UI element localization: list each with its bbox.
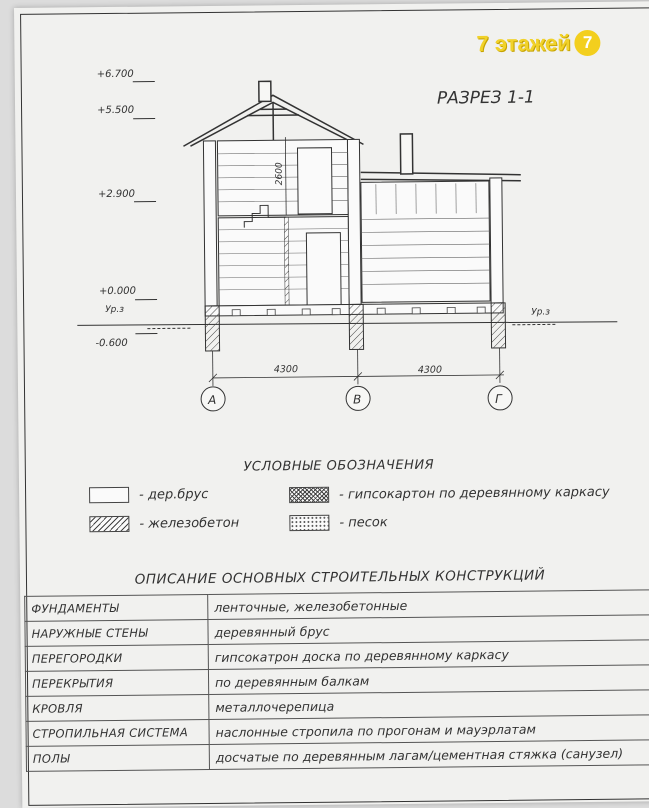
level-marks — [133, 82, 158, 334]
row-key: КРОВЛЯ — [26, 694, 209, 721]
upper-door — [297, 148, 332, 214]
section-drawing — [14, 1, 649, 428]
row-value: деревянный брус — [208, 615, 649, 645]
axis-g: Г — [495, 392, 503, 406]
partition — [284, 217, 289, 305]
ground-line — [77, 320, 617, 330]
dimension-span-right: 4300 — [418, 365, 442, 376]
logo-text: 7 этажей — [476, 30, 571, 57]
lower-door — [306, 233, 341, 305]
row-value: гипсокатрон доска по деревянному каркасу — [208, 640, 649, 670]
ground-label-right: Ур.з — [531, 307, 550, 317]
legend-item-wood — [89, 486, 208, 503]
row-value: наслонные стропила по прогонам и мауэрлатам — [209, 715, 649, 745]
legend-label-wood: - дер.брус — [139, 486, 208, 502]
drawing-sheet — [14, 1, 649, 808]
legend-label-sand: - песок — [339, 515, 387, 531]
row-key: ПОЛЫ — [26, 744, 209, 771]
row-key: СТРОПИЛЬНАЯ СИСТЕМА — [26, 719, 209, 746]
legend-swatch-concrete — [89, 516, 129, 532]
row-value: металлочерепица — [209, 690, 649, 720]
legend-title: УСЛОВНЫЕ ОБОЗНАЧЕНИЯ — [19, 455, 649, 477]
level-mark-minus-0600: -0.600 — [95, 338, 127, 349]
section-title: РАЗРЕЗ 1-1 — [437, 88, 535, 109]
row-key: ПЕРЕГОРОДКИ — [25, 645, 208, 672]
row-key: ПЕРЕКРЫТИЯ — [25, 670, 208, 697]
row-value: по деревянным балкам — [208, 665, 649, 695]
dimension-room-height: 2600 — [275, 162, 285, 185]
legend-item-sand — [289, 514, 387, 531]
row-key: НАРУЖНЫЕ СТЕНЫ — [25, 620, 208, 647]
legend-label-concrete: - железобетон — [139, 515, 239, 531]
row-value: ленточные, железобетонные — [208, 590, 649, 620]
logo-badge: 7 — [575, 30, 601, 56]
legend-swatch-sand — [289, 515, 329, 531]
level-mark-6700: +6.700 — [97, 69, 134, 80]
legend-swatch-gypsum — [289, 487, 329, 503]
level-mark-2900: +2.900 — [98, 189, 135, 200]
description-table — [24, 589, 649, 772]
legend-item-concrete — [89, 515, 239, 533]
axis-v: В — [353, 392, 361, 406]
level-mark-0000: +0.000 — [99, 286, 136, 297]
legend-item-gypsum — [289, 484, 610, 503]
ground-label-left: Ур.з — [105, 305, 124, 315]
description-title: ОПИСАНИЕ ОСНОВНЫХ СТРОИТЕЛЬНЫХ КОНСТРУКЦИЙ — [20, 566, 649, 589]
row-key: ФУНДАМЕНТЫ — [25, 595, 208, 622]
dimension-span-left: 4300 — [274, 364, 298, 375]
level-mark-5500: +5.500 — [97, 105, 134, 116]
row-value: досчатые по деревянным лагам/цементная стяжка (санузел) — [209, 740, 649, 770]
legend-label-gypsum: - гипсокартон по деревянному каркасу — [339, 484, 610, 502]
axis-a: А — [207, 393, 216, 407]
legend-swatch-wood — [89, 487, 129, 503]
